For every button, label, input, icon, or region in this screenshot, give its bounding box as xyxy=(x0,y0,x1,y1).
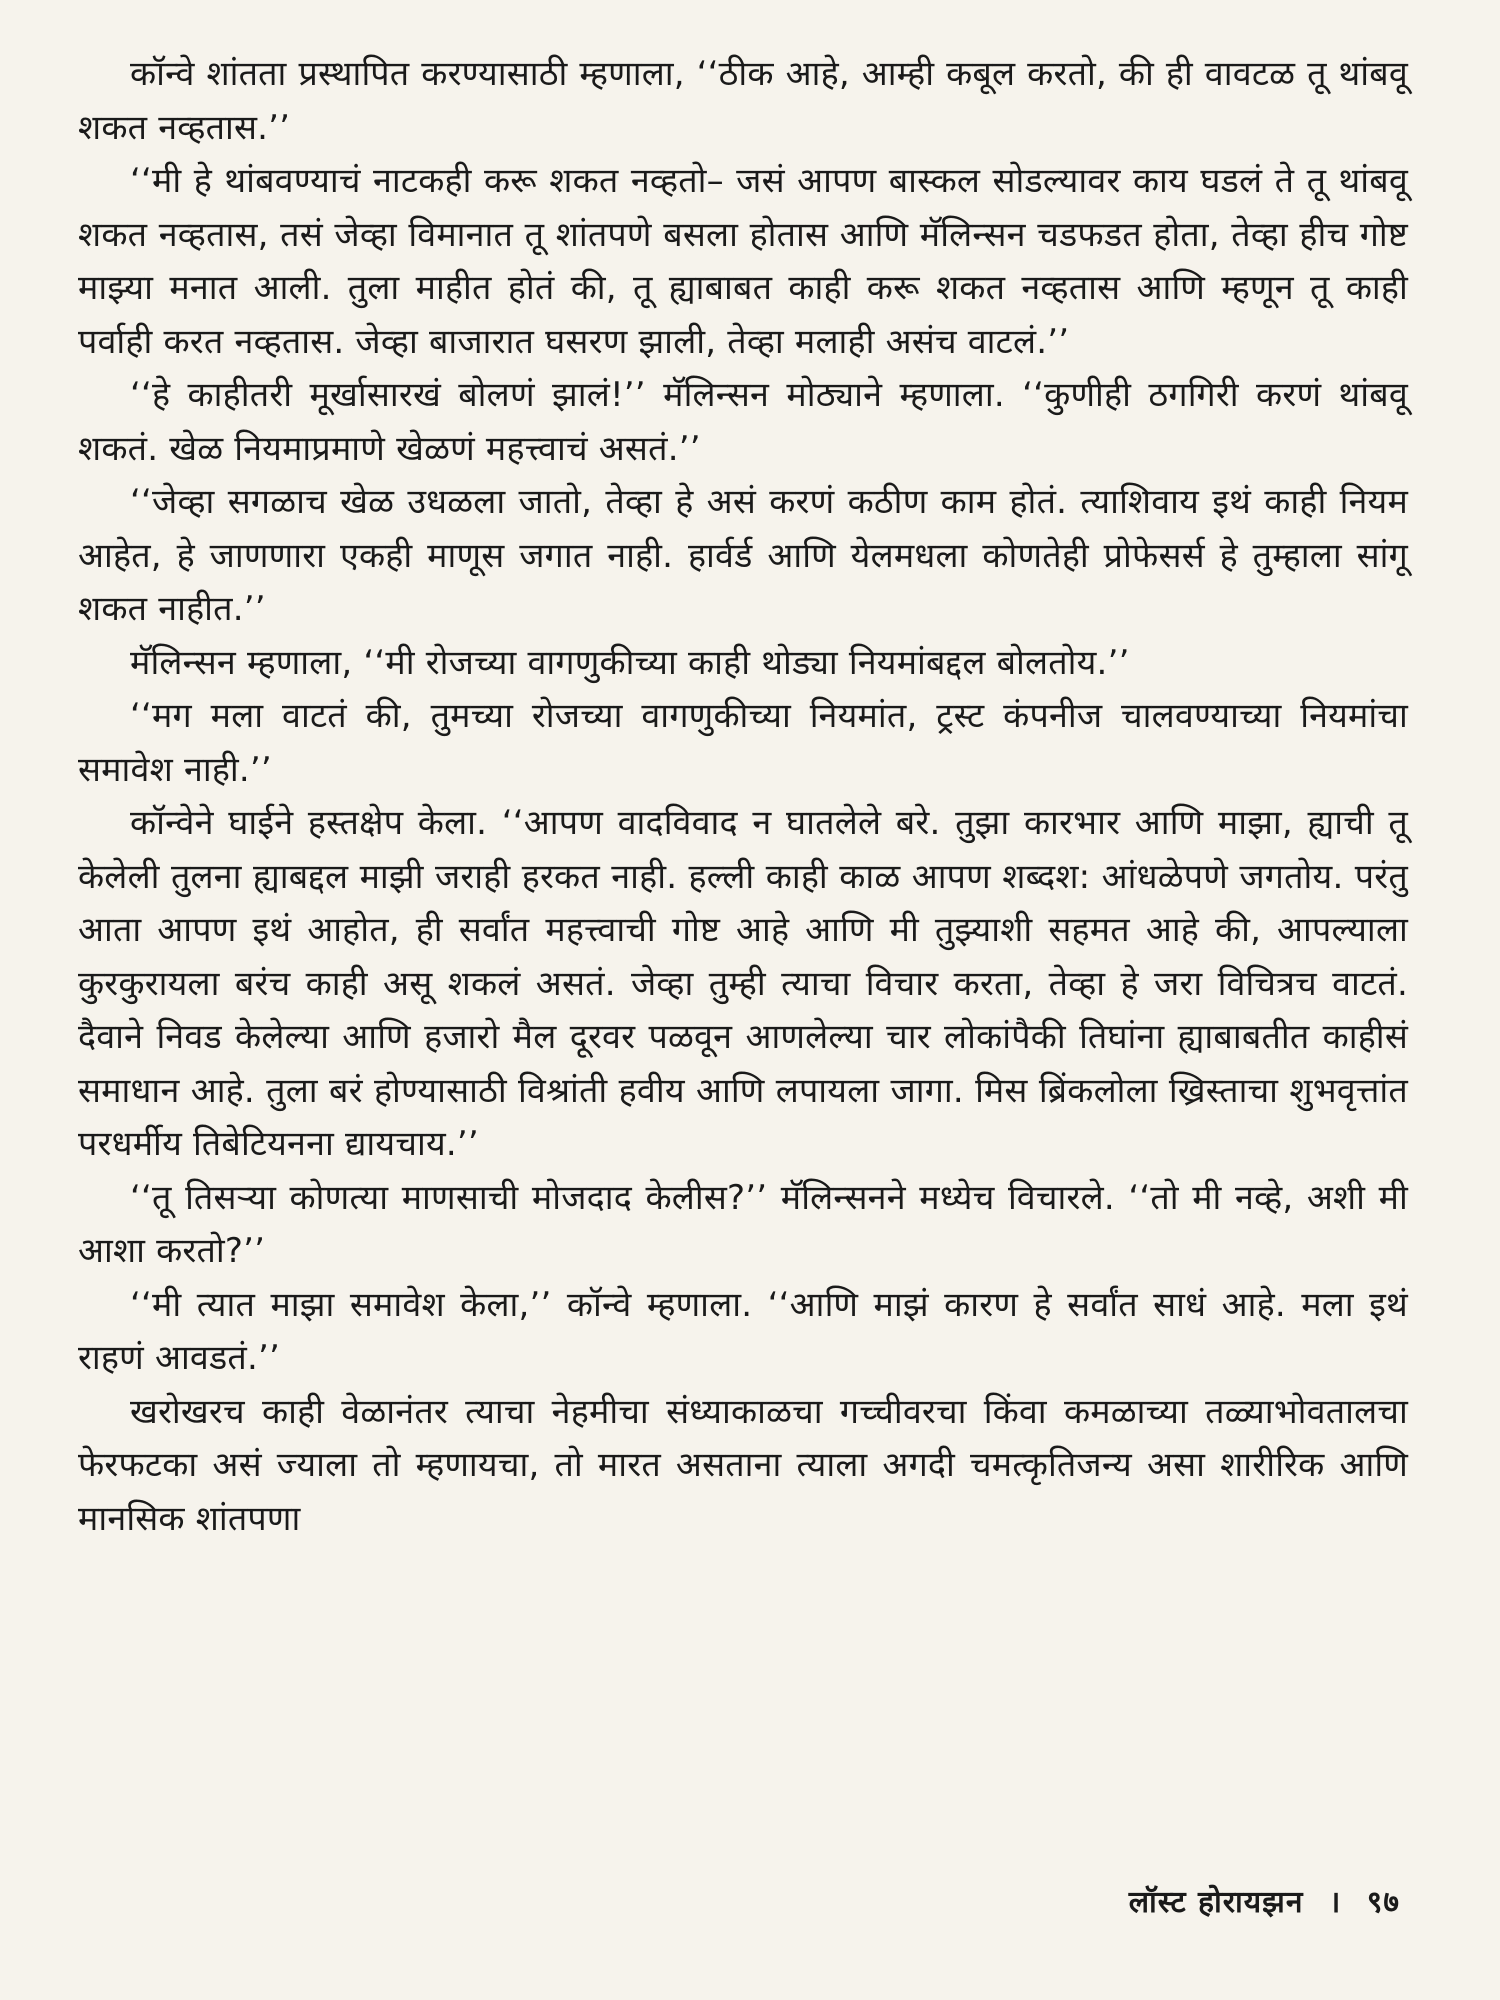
paragraph-3: ‘‘हे काहीतरी मूर्खासारखं बोलणं झालं!’’ मॅलिन्सन मोठ्याने म्हणाला. ‘‘कुणीही ठगगिरी करणं थांबवू शकतं. खेळ नियमाप्रमाणे खेळणं महत्त्वाचं असतं.’’ xyxy=(78,375,1408,469)
footer-separator: । xyxy=(1328,1885,1342,1920)
paragraph-1: कॉन्वे शांतता प्रस्थापित करण्यासाठी म्हणाला, ‘‘ठीक आहे, आम्ही कबूल करतो, की ही वावटळ तू थांबवू शकत नव्हतास.’’ xyxy=(78,54,1408,148)
paragraph-5: मॅलिन्सन म्हणाला, ‘‘मी रोजच्या वागणुकीच्या काही थोड्या नियमांबद्दल बोलतोय.’’ xyxy=(130,642,1130,683)
paragraph-10: खरोखरच काही वेळानंतर त्याचा नेहमीचा संध्याकाळचा गच्चीवरचा किंवा कमळाच्या तळ्याभोवतालचा फेरफटका असं ज्याला तो म्हणायचा, तो मारत असताना त्याला अगदी चमत्कृतिजन्य असा शारीरिक आणि मानसिक शांतपणा xyxy=(78,1391,1408,1539)
paragraph-6: ‘‘मग मला वाटतं की, तुमच्या रोजच्या वागणुकीच्या नियमांत, ट्रस्ट कंपनीज चालवण्याच्या नियमांचा समावेश नाही.’’ xyxy=(78,696,1408,790)
book-title: लॉस्ट होरायझन xyxy=(1128,1885,1304,1920)
paragraph-9: ‘‘मी त्यात माझा समावेश केला,’’ कॉन्वे म्हणाला. ‘‘आणि माझं कारण हे सर्वांत साधं आहे. मला इथं राहणं आवडतं.’’ xyxy=(78,1284,1408,1378)
paragraph-7: कॉन्वेने घाईने हस्तक्षेप केला. ‘‘आपण वादविवाद न घातलेले बरे. तुझा कारभार आणि माझा, ह्याची तू केलेली तुलना ह्याबद्दल माझी जराही हरकत नाही. हल्ली काही काळ आपण शब्दश: आंधळेपणे जगतोय. परंतु आता आपण इथं आहोत, ही सर्वांत महत्त्वाची गोष्ट आहे आणि मी तुझ्याशी सहमत आहे की, आपल्याला कुरकुरायला बरंच काही असू शकलं असतं. जेव्हा तुम्ही त्याचा विचार करता, तेव्हा हे जरा विचित्रच वाटतं. दैवाने निवड केलेल्या आणि हजारो मैल दूरवर पळवून आणलेल्या चार लोकांपैकी तिघांना ह्याबाबतीत काहीसं समाधान आहे. तुला बरं होण्यासाठी विश्रांती हवीय आणि लपायला जागा. मिस ब्रिंकलोला ख्रिस्ताचा शुभवृत्तांत परधर्मीय तिबेटियनना द्यायचाय.’’ xyxy=(78,803,1408,1164)
page-footer xyxy=(1129,1880,1400,1921)
paragraph-4: ‘‘जेव्हा सगळाच खेळ उधळला जातो, तेव्हा हे असं करणं कठीण काम होतं. त्याशिवाय इथं काही नियम आहेत, हे जाणणारा एकही माणूस जगात नाही. हार्वर्ड आणि येलमधला कोणतेही प्रोफेसर्स हे तुम्हाला सांगू शकत नाहीत.’’ xyxy=(78,482,1408,629)
paragraph-8: ‘‘तू तिसऱ्या कोणत्या माणसाची मोजदाद केलीस?’’ मॅलिन्सनने मध्येच विचारले. ‘‘तो मी नव्हे, अशी मी आशा करतो?’’ xyxy=(78,1177,1408,1271)
paragraph-2: ‘‘मी हे थांबवण्याचं नाटकही करू शकत नव्हतो– जसं आपण बास्कल सोडल्यावर काय घडलं ते तू थांबवू शकत नव्हतास, तसं जेव्हा विमानात तू शांतपणे बसला होतास आणि मॅलिन्सन चडफडत होता, तेव्हा हीच गोष्ट माझ्या मनात आली. तुला माहीत होतं की, तू ह्याबाबत काही करू शकत नव्हतास आणि म्हणून तू काही पर्वाही करत नव्हतास. जेव्हा बाजारात घसरण झाली, तेव्हा मलाही असंच वाटलं.’’ xyxy=(78,161,1408,362)
page-number: ९७ xyxy=(1366,1885,1400,1920)
